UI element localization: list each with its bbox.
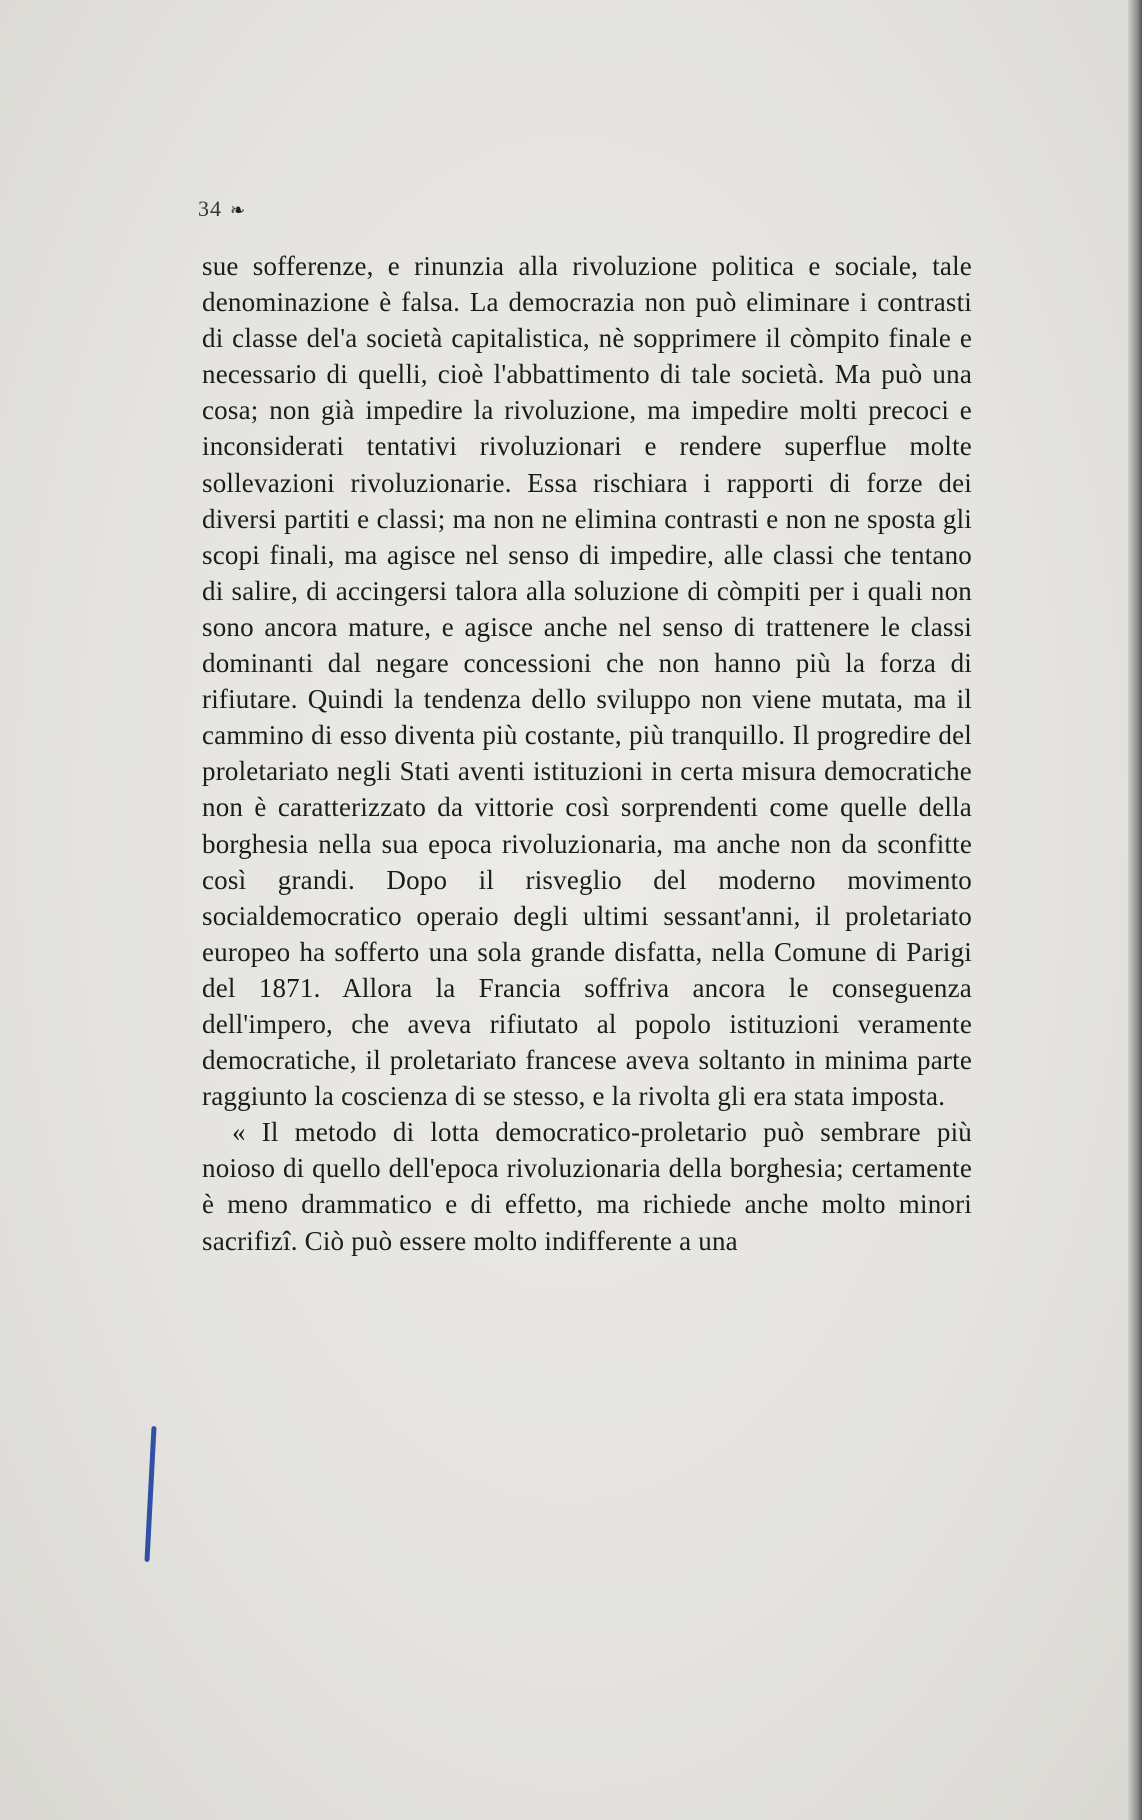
page-edge-shadow bbox=[1128, 0, 1142, 1820]
page-number bbox=[198, 196, 246, 222]
paragraph-1: sue sofferenze, e rinunzia alla rivoluzione politica e sociale, tale denominazione è falsa. La democrazia non può eliminare i contrasti di classe del'a società capitalistica, nè sopprimere il còmpito finale e necessario di quelli, cioè l'abbattimento di tale società. Ma può una cosa; non già impedire la rivoluzione, ma impedire molti precoci e inconsiderati tentativi rivoluzionari e rendere superflue molte sollevazioni rivoluzionarie. Essa rischiara i rapporti di forze dei diversi partiti e classi; ma non ne elimina contrasti e non ne sposta gli scopi finali, ma agisce nel senso di impedire, alle classi che tentano di salire, di accingersi talora alla soluzione di còmpiti per i quali non sono ancora mature, e agisce anche nel senso di trattenere le classi dominanti dal negare concessioni che non hanno più la forza di rifiutare. Quindi la tendenza dello sviluppo non viene mutata, ma il cammino di esso diventa più costante, più tranquillo. Il progredire del proletariato negli Stati aventi istituzioni in certa misura democratiche non è caratterizzato da vittorie così sorprendenti come quelle della borghesia nella sua epoca rivoluzionaria, ma anche non da sconfitte così grandi. Dopo il risveglio del moderno movimento socialdemocratico operaio degli ultimi sessant'anni, il proletariato europeo ha sofferto una sola grande disfatta, nella Comune di Parigi del 1871. Allora la Francia soffriva ancora le conseguenza dell'impero, che aveva rifiutato al popolo istituzioni veramente democratiche, il proletariato francese aveva soltanto in minima parte raggiunto la coscienza di se stesso, e la rivolta gli era stata imposta. bbox=[202, 251, 972, 1112]
body-text bbox=[202, 248, 972, 1259]
margin-pen-mark bbox=[144, 1426, 156, 1562]
paragraph-2: « Il metodo di lotta democratico-proletario può sembrare più noioso di quello dell'epoca rivoluzionaria della borghesia; certamente è meno drammatico e di effetto, ma richiede anche molto minori sacrifizî. Ciò può essere molto indifferente a una bbox=[202, 1117, 972, 1256]
page-number-text: 34 bbox=[198, 196, 222, 221]
fleuron-icon: ❧ bbox=[230, 200, 247, 220]
